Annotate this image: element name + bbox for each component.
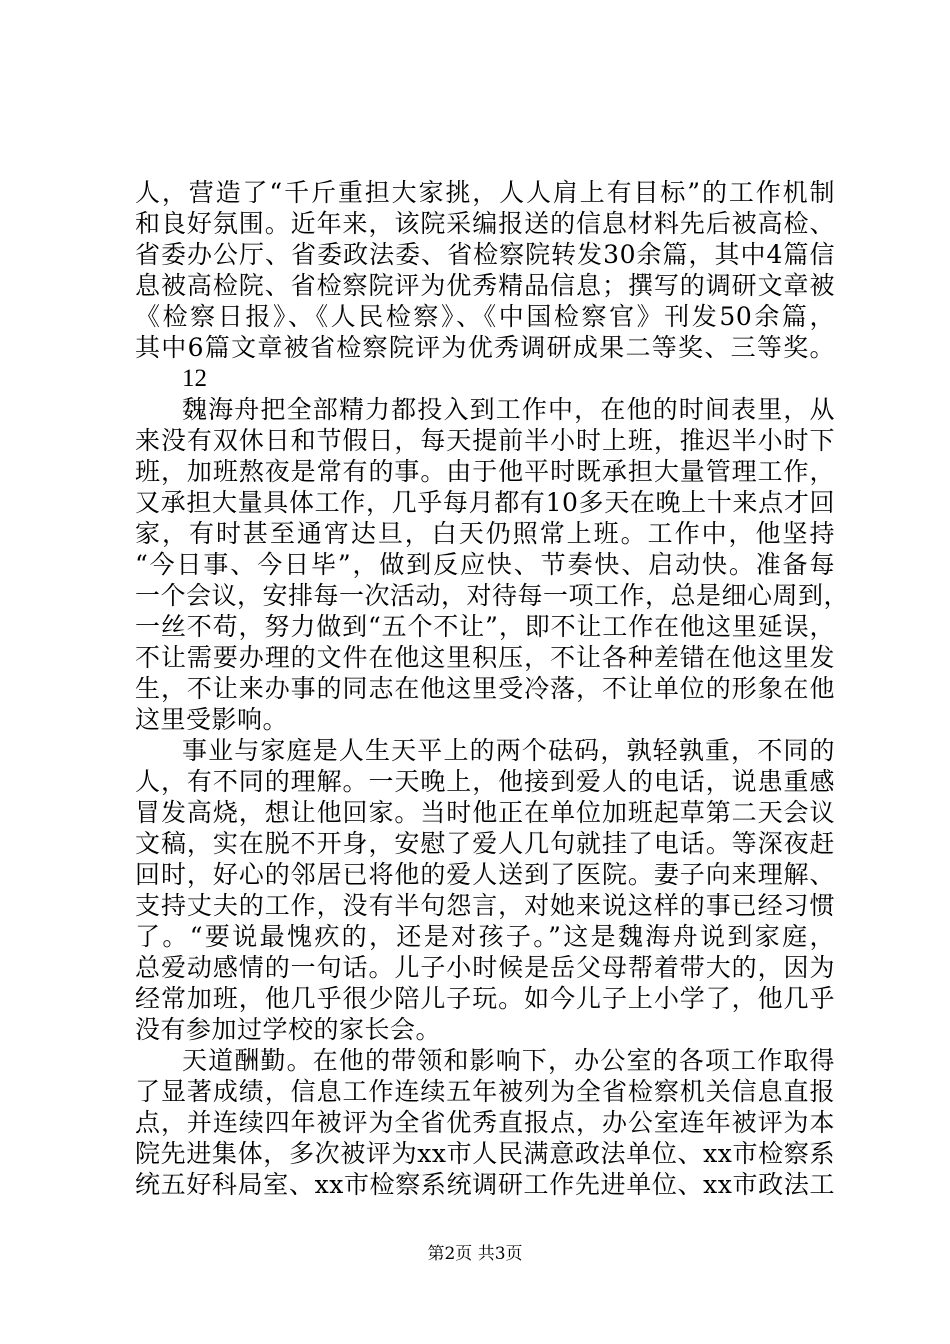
page-footer: 第2页 共3页 [427,1244,523,1264]
text-line: 这里受影响。 [135,705,289,734]
text-line: 生，不让来办事的同志在他这里受冷落，不让单位的形象在他 [135,674,835,703]
text-line: 点，并连续四年被评为全省优秀直报点，办公室连年被评为本 [135,1108,835,1137]
text-line: 了。“要说最愧疚的，还是对孩子。”这是魏海舟说到家庭， [135,922,835,951]
text-line: 和良好氛围。近年来，该院采编报送的信息材料先后被高检、 [135,209,835,238]
text-line: 没有参加过学校的家长会。 [135,1015,442,1044]
text-line: 省委办公厅、省委政法委、省检察院转发30余篇，其中4篇信 [135,240,835,269]
inline-number: 12 [182,365,207,392]
text-line: 来没有双休日和节假日，每天提前半小时上班，推迟半小时下 [135,426,835,455]
paragraph-first-line: 事业与家庭是人生天平上的两个砝码，孰轻孰重，不同的 [182,736,835,765]
text-line: 回时，好心的邻居已将他的爱人送到了医院。妻子向来理解、 [135,860,835,889]
text-line: 冒发高烧，想让他回家。当时他正在单位加班起草第二天会议 [135,798,835,827]
text-line: 不让需要办理的文件在他这里积压，不让各种差错在他这里发 [135,643,835,672]
text-line: 家，有时甚至通宵达旦，白天仍照常上班。工作中，他坚持 [135,519,835,548]
text-line: 文稿，实在脱不开身，安慰了爱人几句就挂了电话。等深夜赶 [135,829,835,858]
text-line: 统五好科局室、xx市检察系统调研工作先进单位、xx市政法工 [135,1170,835,1199]
text-line: 院先进集体，多次被评为xx市人民满意政法单位、xx市检察系 [135,1139,835,1168]
text-line: 班，加班熬夜是常有的事。由于他平时既承担大量管理工作， [135,457,835,486]
paragraph-first-line: 天道酬勤。在他的带领和影响下，办公室的各项工作取得 [182,1046,835,1075]
text-line: 一丝不苟，努力做到“五个不让”，即不让工作在他这里延误， [135,612,835,641]
text-line: 一个会议，安排每一次活动，对待每一项工作，总是细心周到， [135,581,850,610]
text-line: 经常加班，他几乎很少陪儿子玩。如今儿子上小学了，他几乎 [135,984,835,1013]
paragraph-first-line: 魏海舟把全部精力都投入到工作中，在他的时间表里，从 [182,395,835,424]
text-line: 息被高检院、省检察院评为优秀精品信息；撰写的调研文章被 [135,271,835,300]
text-line: 支持丈夫的工作，没有半句怨言，对她来说这样的事已经习惯 [135,891,835,920]
text-line: 其中6篇文章被省检察院评为优秀调研成果二等奖、三等奖。 [135,333,835,362]
text-line: 总爱动感情的一句话。儿子小时候是岳父母帮着带大的，因为 [135,953,835,982]
text-line: “今日事、今日毕”，做到反应快、节奏快、启动快。准备每 [135,550,835,579]
text-line: 又承担大量具体工作，几乎每月都有10多天在晚上十来点才回 [135,488,835,517]
text-line: 《检察日报》、《人民检察》、《中国检察官》刊发50余篇， [135,302,835,331]
text-line: 了显著成绩，信息工作连续五年被列为全省检察机关信息直报 [135,1077,835,1106]
text-line: 人，有不同的理解。一天晚上，他接到爱人的电话，说患重感 [135,767,835,796]
text-line: 人，营造了“千斤重担大家挑，人人肩上有目标”的工作机制 [135,178,835,207]
